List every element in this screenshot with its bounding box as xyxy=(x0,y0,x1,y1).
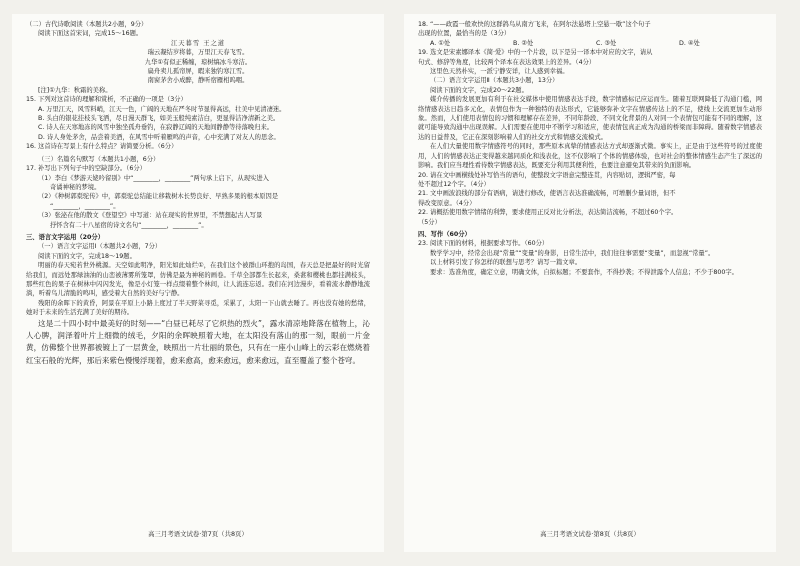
essay-material: 数学学习中，经常会出现“常量”“变量”的身影，日常生活中，我们往往事需要“变量”，而忽视“常量”。 xyxy=(430,249,715,257)
reading-passage: 明丽的春天宛若世外桃源。天空如此明净，阳光如此灿烂①，在我们这个被群山环抱的岛国，春天总是把最好的时光留给我们，而远处那绿油油的山峦被薄雾所笼罩，仿佛是最为神秘的画卷。千草全部都生长起来，桑葚和樱桃也都挂满枝头，那些红色的果子在树林中闪闪发光，像是小灯笼一样点缀着整个林间，让人流连忘返。我们在河边漫步，看着流水静静地流淌，听着鸟儿清脆的鸣叫，感受着大自然的美好与宁静。 xyxy=(26,262,370,298)
page-footer: 高三月考语文试卷·第8页（共8页） xyxy=(540,530,640,538)
question-22: （5分） xyxy=(418,218,441,226)
option-b: B. 头白的银花挂枝头飞洒，尽日漫天群飞，如美玉般纯素洁白，更显得洁净清新之美。 xyxy=(38,115,280,123)
page-footer: 高三月考语文试卷·第7页（共8页） xyxy=(148,530,248,538)
poem-line: 南窗茅舍小成醉，静听宿雁相呜咽。 xyxy=(147,77,249,85)
poem-line: 瑞云凝结岁将暮，万里江天春飞雪。 xyxy=(147,49,249,57)
question-19: 19. 选文是宋素娜译本《简·爱》中的一个片段，以下是另一译本中对应的文字，请从 xyxy=(418,49,653,57)
option-b: B. ②处 xyxy=(513,39,534,47)
question-16: 16. 这首诗在写景上有什么特点？请简要分析。（6分） xyxy=(26,143,178,151)
instruction: 阅读下面的文字，完成20～22题。 xyxy=(430,86,528,94)
q17-item: （2）《种树郭橐驼传》中，郭橐驼总结能让移栽树木长势良好、早熟多果的根本原因是 xyxy=(38,193,279,201)
subsection-heading: （二）语言文字运用Ⅱ（本题共3小题，13分） xyxy=(430,77,559,85)
page-7 xyxy=(12,14,384,552)
q17-item: （1）李白《梦游天姥吟留别》中“________，________”两句承上启下，从现实进入 xyxy=(38,174,269,182)
question-22: 22. 请概括使用数字情绪的利弊，要求使用正反对比分析法，表达简洁流畅，不超过60个字。 xyxy=(418,209,678,217)
q18-options xyxy=(418,39,762,48)
option-a: A. 万里江天，风雪料峭，江天一色，广阔的天地在严冬时节显得高远，壮美中见清凄迷。 xyxy=(38,105,286,113)
q17-item: （3）张泌在他的散文《登望空》中写道：站在现实的世界里，不禁想起古人写景 xyxy=(38,212,263,220)
option-c: C. ③处 xyxy=(596,39,617,47)
reading-passage: 在人们大量使用数字情感符号的同时，那些原本真挚的情感表达方式却逐渐式微。事实上，正是由于这些符号的过度使用，人们的情感表达正变得越来越同质化和浅表化，这不仅影响了个体的情感体验，也对社会的整体情感生态产生了深远的影响。我们应当理性看待数字情感表达，既要充分利用其便利性，也要注意避免其带来的负面影响。 xyxy=(418,143,762,170)
q17-item: “________，________”。 xyxy=(50,202,120,210)
option-d: D. ④处 xyxy=(679,39,700,47)
question-18: 出现的位置，最恰当的是（3分） xyxy=(418,30,511,38)
section-heading: 三、语言文字运用（20分） xyxy=(26,233,105,241)
instruction: 阅读下面这首宋词，完成15～16题。 xyxy=(38,30,143,38)
question-21: 得改变原意。（4分） xyxy=(418,199,476,207)
section-heading: （三）名篇名句默写（本题共1小题，6分） xyxy=(38,155,160,163)
essay-requirements: 要求：选准角度，确定立意，明确文体，自拟标题；不要套作，不得抄袭；不得泄露个人信息；不少于800字。 xyxy=(430,268,738,276)
poem-title: 江天暮雪 王之道 xyxy=(170,39,226,47)
section-heading: （二）古代诗歌阅读（本题共2小题，9分） xyxy=(26,21,148,28)
question-17: 17. 补写出下列句子中的空缺部分。（6分） xyxy=(26,165,146,173)
question-21: 21. 文中画波浪线的部分有语病，请进行修改，使语言表达准确流畅，可增删少量词语，但不 xyxy=(418,190,676,198)
option-a: A. ①处 xyxy=(430,39,451,47)
q17-item: 奇谲神秘的梦境。 xyxy=(50,183,101,191)
reading-passage-large: 这是二十四小时中最美好的时刻——“白昼已耗尽了它炽热的烈火”，露水清凉地降落在植物上，沁人心脾，润泽着叶片上细微的绒毛，夕阳的余晖映照着大地，在太阳没有落山的那一刻，眼前一片金黄，仿佛整个世界都被镀上了一层黄金，映照出一片壮丽的景色，只有在一座小山峰上的云彩在燃烧着红宝石般的光辉，那后来紫色慢慢浮现着，愈来愈高，愈来愈远，愈来愈远，直至覆盖了整个苍穹。 xyxy=(26,318,370,365)
question-19-text: 这里色天然朴实，一派宁静安详，让人感到幸福。 xyxy=(430,68,569,76)
subsection-heading: （一）语言文字运用Ⅰ（本题共2小题，7分） xyxy=(38,243,162,251)
reading-passage: 残阳的余晖下的黄昏，阿景在平原上小路上度过了半天野菜寻觅，采累了，太阳一下山就去睡了。再也没有她的愁绪，她对于未来的生活充满了美好的期待。 xyxy=(26,299,370,317)
question-19: 句式、修辞等角度，比较两个译本在表达效果上的差异。（4分） xyxy=(418,58,596,66)
instruction: 阅读下面的文字，完成18～19题。 xyxy=(38,252,136,260)
question-18: 18. “——政霞一般欢快的这群鸽鸟从南方飞来，在阿尔法悬塔上空悬一歇”这个句子 xyxy=(418,21,651,28)
page-8 xyxy=(404,14,776,552)
q17-item: 抒怀含有二十八星宿的诗文名句“________，________”。 xyxy=(50,221,208,229)
poem-line: 扁舟卖儿孤帘屏，暇来独钓寒江雪。 xyxy=(147,68,249,76)
question-20: 20. 请在文中画横线处补写恰当的语句，使整段文字语意完整连贯，内容贴切，逻辑严密，每 xyxy=(418,171,676,179)
question-15: 15. 下列对这首诗的理解和赏析，不正确的一项是（3分） xyxy=(26,96,187,104)
reading-passage: 媒介传播的发展更加有利于在社交媒体中使用情感表达手段，数字情感标记应运而生。随着互联网降低了沟通门槛，网络情感表达日趋多元化，表情包作为一种独特的表达形式，它能够弥补文字在情感传达上的不足，使线上交流更加生动形象。然而，人们使用表情包的习惯和理解存在差异，不同年龄段、不同文化背景的人对同一个表情包可能有不同的理解，这就可能导致沟通中出现误解。人们需要在使用中不断学习和适应，使表情包真正成为沟通的桥梁而非障碍。随着数字情感表达的日益普及，它正在深刻影响着人们的社交方式和情感交流模式。 xyxy=(418,96,762,141)
poem-note: [注]①九华：秋霜的美称。 xyxy=(38,86,112,94)
option-c: C. 诗人在天寒地冻的风雪中独坐孤舟垂钓，在寂静辽阔的天地间静静等待落晚归来。 xyxy=(38,124,274,132)
essay-prompt: 以上材料引发了你怎样的联想与思考？请写一篇文章。 xyxy=(430,259,582,267)
question-20: 处不超过12个字。（4分） xyxy=(418,180,490,188)
poem-line: 九华①有似正稀缠，琼树缟冰斗寒洁。 xyxy=(144,58,252,66)
section-heading: 四、写作（60分） xyxy=(418,230,471,238)
option-d: D. 诗人身处茅舍，品尝着美酒，在风雪中听着雁鸣的声音，心中充满了对友人的思念。 xyxy=(38,133,280,141)
question-23: 23. 阅读下面的材料，根据要求写作。（60分） xyxy=(418,240,549,248)
